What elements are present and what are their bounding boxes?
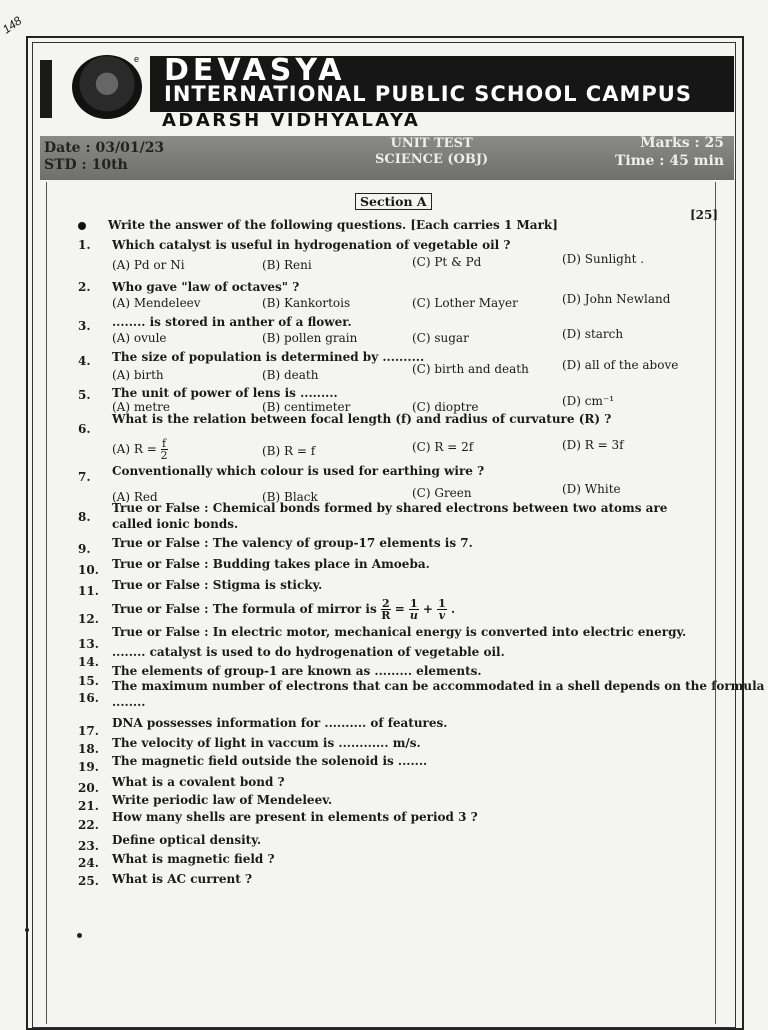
logo-bar <box>40 60 52 118</box>
question-text: The size of population is determined by .......... <box>112 350 425 364</box>
question-text: Conventionally which colour is used for earthing wire ? <box>112 464 485 478</box>
fraction <box>381 598 391 621</box>
option-c: (C) sugar <box>412 331 469 345</box>
question-text: The velocity of light in vaccum is ............ m/s. <box>112 736 421 750</box>
question-number: 24. <box>78 856 99 870</box>
question-text: The maximum number of electrons that can be accommodated in a shell depends on the formula <box>112 679 765 693</box>
test-subject <box>375 136 488 168</box>
fraction-denominator: u <box>409 609 418 622</box>
question-number: 21. <box>78 799 99 813</box>
question-text: What is magnetic field ? <box>112 852 275 866</box>
question-text: True or False : The valency of group-17 elements is 7. <box>112 536 473 550</box>
question-number: 17. <box>78 724 99 738</box>
question-number: 19. <box>78 760 99 774</box>
fraction-numerator: 1 <box>410 597 418 610</box>
question-number: 6. <box>78 422 91 436</box>
question-number: 12. <box>78 612 99 626</box>
option-d: (D) White <box>562 482 621 496</box>
question-number: 18. <box>78 742 99 756</box>
fraction-denominator: v <box>438 609 446 622</box>
option-d: (D) all of the above <box>562 358 679 372</box>
question-text: True or False : Stigma is sticky. <box>112 578 323 592</box>
question-text: True or False : Budding takes place in Amoeba. <box>112 557 430 571</box>
question-text: The magnetic field outside the solenoid is ....... <box>112 754 428 768</box>
option-d: (D) starch <box>562 327 624 341</box>
question-number: 20. <box>78 781 99 795</box>
school-name: DEVASYA <box>164 53 346 88</box>
question-text: Which catalyst is useful in hydrogenation of vegetable oil ? <box>112 238 511 252</box>
question-number: 11. <box>78 584 99 598</box>
option-a: (A) Pd or Ni <box>112 258 185 272</box>
fraction <box>437 598 447 621</box>
option-a: (A) Mendeleev <box>112 296 201 310</box>
question-text: The unit of power of lens is ......... <box>112 386 338 400</box>
section-title: Section A <box>355 193 432 210</box>
option-a: (A) Red <box>112 490 158 504</box>
question-number: 22. <box>78 818 99 832</box>
question-text: DNA possesses information for .......... of features. <box>112 716 448 730</box>
question-number: 15. <box>78 674 99 688</box>
question-number: 5. <box>78 388 91 402</box>
question-text: How many shells are present in elements of period 3 ? <box>112 810 478 824</box>
stray-dot <box>77 933 82 938</box>
date-std <box>44 140 164 174</box>
option-b: (B) centimeter <box>262 400 351 414</box>
question-number: 10. <box>78 563 99 577</box>
fraction-denominator: 2 <box>160 449 168 462</box>
equals-sign: = <box>394 602 405 616</box>
option-a: (A) metre <box>112 400 170 414</box>
total-marks: Marks : 25 <box>640 135 724 151</box>
question-number: 23. <box>78 839 99 853</box>
option-a <box>112 438 168 461</box>
fraction-numerator: f <box>162 437 167 450</box>
exam-date: Date : 03/01/23 <box>44 140 165 156</box>
question-number: 9. <box>78 542 91 556</box>
option-b: (B) death <box>262 368 319 382</box>
option-c: (C) R = 2f <box>412 440 474 454</box>
option-a: (A) ovule <box>112 331 167 345</box>
option-c: (C) dioptre <box>412 400 479 414</box>
question-text: ........ is stored in anther of a flower. <box>112 315 352 329</box>
fraction <box>409 598 419 621</box>
exam-info-band <box>40 136 734 180</box>
logo-mark: e <box>134 54 140 64</box>
test-name: UNIT TEST <box>390 136 473 151</box>
question-number: 14. <box>78 655 99 669</box>
question-number: 4. <box>78 354 91 368</box>
exam-time: Time : 45 min <box>614 153 724 169</box>
vidhyalaya-name: ADARSH VIDHYALAYA <box>162 110 421 131</box>
fraction-numerator: 1 <box>438 597 446 610</box>
question-number: 8. <box>78 510 91 524</box>
question-number: 3. <box>78 319 91 333</box>
option-d: (D) R = 3f <box>562 438 624 452</box>
school-logo-icon <box>72 55 142 119</box>
plus-sign: + <box>422 602 433 616</box>
exam-std: STD : 10th <box>44 157 128 173</box>
option-d: (D) cm⁻¹ <box>562 394 615 408</box>
question-text: What is a covalent bond ? <box>112 775 285 789</box>
question-text: What is AC current ? <box>112 872 253 886</box>
question-text-suffix: . <box>450 602 456 616</box>
question-number: 13. <box>78 637 99 651</box>
question-number: 2. <box>78 280 91 294</box>
question-text-continued: ........ <box>112 695 146 709</box>
question-text: True or False : Chemical bonds formed by shared electrons between two atoms are called ionic bonds. <box>112 501 668 531</box>
option-d: (D) John Newland <box>562 292 671 306</box>
question-text: True or False : In electric motor, mechanical energy is converted into electric energy. <box>112 625 687 639</box>
option-d: (D) Sunlight . <box>562 252 645 266</box>
option-c: (C) Green <box>412 486 472 500</box>
fraction-numerator: 2 <box>381 597 390 610</box>
fraction <box>161 438 168 461</box>
question-number: 1. <box>78 238 91 252</box>
question-text: Write periodic law of Mendeleev. <box>112 793 333 807</box>
question-text: What is the relation between focal length (f) and radius of curvature (R) ? <box>112 412 612 426</box>
instruction-text: Write the answer of the following questions. [Each carries 1 Mark] <box>108 218 558 232</box>
option-b: (B) Kankortois <box>262 296 351 310</box>
question-text <box>112 598 455 621</box>
option-b: (B) Black <box>262 490 318 504</box>
handwritten-page-number: 148 <box>0 13 25 37</box>
question-text: Define optical density. <box>112 833 261 847</box>
option-a-label: (A) R = <box>112 442 157 456</box>
option-a: (A) birth <box>112 368 164 382</box>
subject-name: SCIENCE (OBJ) <box>375 152 489 167</box>
question-number: 16. <box>78 691 99 705</box>
question-number: 7. <box>78 470 91 484</box>
marks-time <box>615 134 724 170</box>
campus-name: INTERNATIONAL PUBLIC SCHOOL CAMPUS <box>164 82 692 106</box>
question-text: ........ catalyst is used to do hydrogenation of vegetable oil. <box>112 645 505 659</box>
question-text: Who gave "law of octaves" ? <box>112 280 300 294</box>
option-b: (B) Reni <box>262 258 312 272</box>
section-marks: [25] <box>690 208 719 222</box>
option-c: (C) birth and death <box>412 362 529 376</box>
option-b: (B) R = f <box>262 444 316 458</box>
question-text: The elements of group-1 are known as ......... elements. <box>112 664 482 678</box>
school-banner <box>150 53 734 112</box>
bullet-icon <box>78 222 86 230</box>
question-text-prefix: True or False : The formula of mirror is <box>112 602 377 616</box>
option-b: (B) pollen grain <box>262 331 358 345</box>
option-c: (C) Lother Mayer <box>412 296 518 310</box>
fraction-denominator: R <box>381 609 391 622</box>
instruction <box>78 218 558 232</box>
stray-dot <box>25 928 29 932</box>
question-number: 25. <box>78 874 99 888</box>
option-c: (C) Pt & Pd <box>412 255 482 269</box>
